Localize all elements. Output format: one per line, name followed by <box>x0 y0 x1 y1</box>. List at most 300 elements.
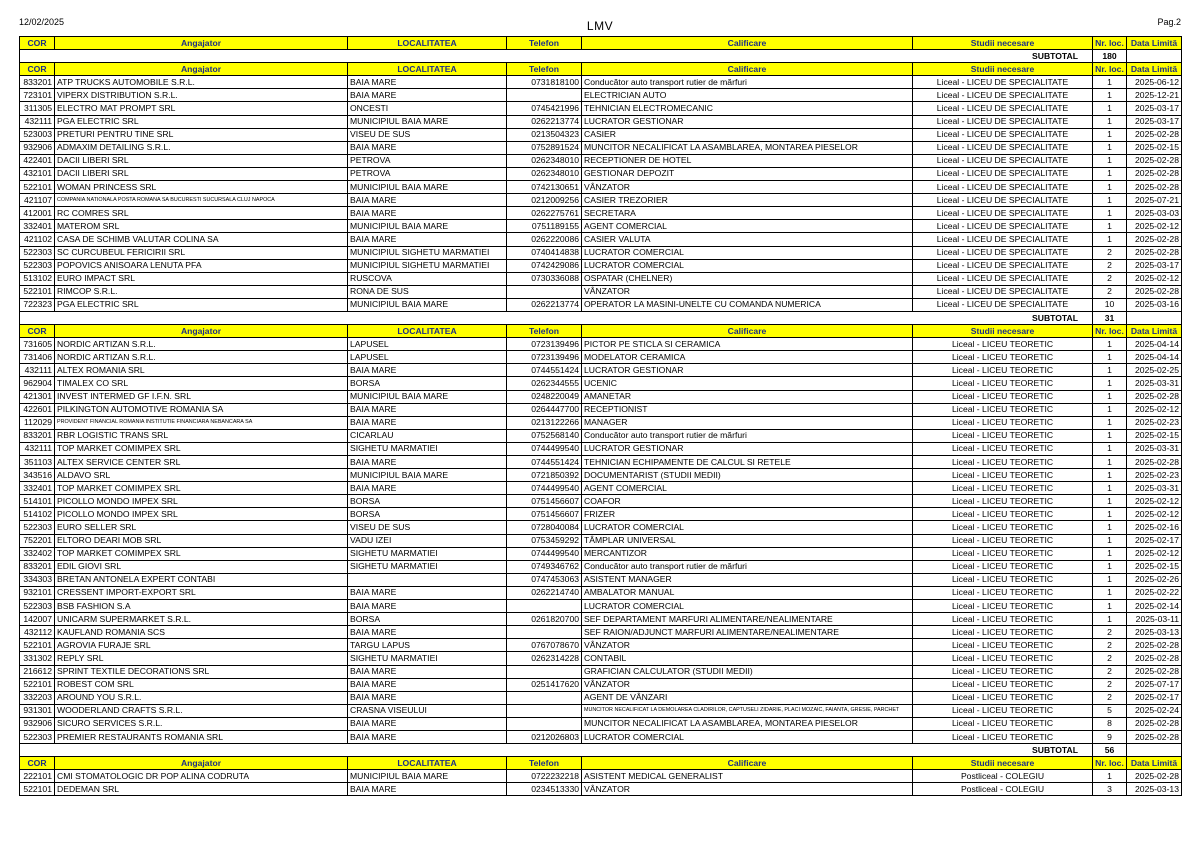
cell-studii: Liceal - LICEU TEORETIC <box>913 639 1093 652</box>
cell-telefon: 0745421996 <box>507 102 582 115</box>
column-header-cor: COR <box>20 325 55 338</box>
cell-studii: Liceal - LICEU DE SPECIALITATE <box>913 141 1093 154</box>
table-row <box>20 298 1182 311</box>
cell-telefon: 0742130651 <box>507 181 582 194</box>
table-row <box>20 154 1182 167</box>
cell-angajator: RC COMRES SRL <box>55 207 348 220</box>
cell-angajator: TIMALEX CO SRL <box>55 377 348 390</box>
cell-data-limita: 2025-02-16 <box>1127 521 1182 534</box>
cell-telefon: 0722232218 <box>507 770 582 783</box>
table-row <box>20 652 1182 665</box>
cell-cor: 432111 <box>20 364 55 377</box>
cell-angajator: AGROVIA FURAJE SRL <box>55 639 348 652</box>
cell-studii: Liceal - LICEU TEORETIC <box>913 547 1093 560</box>
cell-nr-loc: 5 <box>1093 704 1127 717</box>
cell-telefon: 0744551424 <box>507 364 582 377</box>
column-header-localitatea: LOCALITATEA <box>348 757 507 770</box>
cell-nr-loc: 9 <box>1093 730 1127 743</box>
cell-nr-loc: 1 <box>1093 154 1127 167</box>
cell-data-limita: 2025-03-31 <box>1127 482 1182 495</box>
cell-data-limita: 2025-03-13 <box>1127 783 1182 796</box>
cell-studii: Liceal - LICEU TEORETIC <box>913 377 1093 390</box>
cell-calificare: Conducător auto transport rutier de mărfuri <box>582 560 913 573</box>
cell-cor: 332401 <box>20 220 55 233</box>
cell-cor: 216612 <box>20 665 55 678</box>
table-row <box>20 442 1182 455</box>
cell-localitatea: CRASNA VISEULUI <box>348 704 507 717</box>
cell-angajator: SC CURCUBEUL FERICIRII SRL <box>55 246 348 259</box>
table-row <box>20 403 1182 416</box>
table-row <box>20 115 1182 128</box>
cell-cor: 514102 <box>20 508 55 521</box>
cell-cor: 422401 <box>20 154 55 167</box>
cell-calificare: LUCRATOR COMERCIAL <box>582 600 913 613</box>
cell-data-limita: 2025-02-28 <box>1127 285 1182 298</box>
cell-studii: Liceal - LICEU TEORETIC <box>913 560 1093 573</box>
table-row <box>20 233 1182 246</box>
cell-telefon: 0262213774 <box>507 115 582 128</box>
cell-data-limita: 2025-02-15 <box>1127 141 1182 154</box>
cell-angajator: PGA ELECTRIC SRL <box>55 115 348 128</box>
cell-data-limita: 2025-02-28 <box>1127 181 1182 194</box>
cell-telefon: 0251417620 <box>507 678 582 691</box>
cell-telefon: 0262275761 <box>507 207 582 220</box>
cell-data-limita: 2025-07-17 <box>1127 678 1182 691</box>
cell-data-limita: 2025-02-28 <box>1127 246 1182 259</box>
table-row <box>20 351 1182 364</box>
cell-calificare: Conducător auto transport rutier de mărfuri <box>582 429 913 442</box>
cell-localitatea: BAIA MARE <box>348 482 507 495</box>
cell-studii: Postliceal - COLEGIU <box>913 783 1093 796</box>
cell-nr-loc: 1 <box>1093 613 1127 626</box>
cell-nr-loc: 2 <box>1093 246 1127 259</box>
column-header-studii: Studii necesare <box>913 63 1093 76</box>
cell-angajator: AROUND YOU S.R.L. <box>55 691 348 704</box>
cell-studii: Liceal - LICEU DE SPECIALITATE <box>913 220 1093 233</box>
cell-nr-loc: 1 <box>1093 207 1127 220</box>
cell-calificare: MERCANTIZOR <box>582 547 913 560</box>
table-row <box>20 167 1182 180</box>
cell-calificare: FRIZER <box>582 508 913 521</box>
cell-cor: 833201 <box>20 76 55 89</box>
cell-data-limita: 2025-02-22 <box>1127 586 1182 599</box>
cell-calificare: VÂNZATOR <box>582 285 913 298</box>
cell-telefon <box>507 665 582 678</box>
cell-angajator: EURO IMPACT SRL <box>55 272 348 285</box>
cell-telefon: 0752568140 <box>507 429 582 442</box>
cell-calificare: LUCRATOR COMERCIAL <box>582 246 913 259</box>
table-row <box>20 272 1182 285</box>
cell-cor: 421107 <box>20 194 55 207</box>
table-row <box>20 194 1182 207</box>
cell-telefon: 0744499540 <box>507 482 582 495</box>
cell-nr-loc: 1 <box>1093 600 1127 613</box>
cell-localitatea <box>348 573 507 586</box>
cell-cor: 731605 <box>20 338 55 351</box>
cell-localitatea: TARGU LAPUS <box>348 639 507 652</box>
cell-telefon: 0731818100 <box>507 76 582 89</box>
cell-nr-loc: 1 <box>1093 573 1127 586</box>
table-row <box>20 560 1182 573</box>
cell-localitatea: BORSA <box>348 613 507 626</box>
cell-data-limita: 2025-02-28 <box>1127 717 1182 730</box>
cell-angajator: ALTEX ROMANIA SRL <box>55 364 348 377</box>
cell-telefon: 0262214740 <box>507 586 582 599</box>
cell-data-limita: 2025-02-15 <box>1127 429 1182 442</box>
cell-localitatea: MUNICIPIUL SIGHETU MARMATIEI <box>348 246 507 259</box>
cell-angajator: DEDEMAN SRL <box>55 783 348 796</box>
cell-calificare: CASIER TREZORIER <box>582 194 913 207</box>
cell-localitatea: RONA DE SUS <box>348 285 507 298</box>
cell-data-limita: 2025-02-17 <box>1127 691 1182 704</box>
cell-calificare: LUCRATOR GESTIONAR <box>582 442 913 455</box>
cell-cor: 522303 <box>20 246 55 259</box>
cell-calificare: AMBALATOR MANUAL <box>582 586 913 599</box>
cell-angajator: DACII LIBERI SRL <box>55 167 348 180</box>
table-row <box>20 495 1182 508</box>
cell-localitatea: BAIA MARE <box>348 586 507 599</box>
cell-localitatea: SIGHETU MARMATIEI <box>348 442 507 455</box>
cell-calificare: DOCUMENTARIST (STUDII MEDII) <box>582 469 913 482</box>
cell-angajator: TOP MARKET COMIMPEX SRL <box>55 442 348 455</box>
cell-telefon: 0262348010 <box>507 167 582 180</box>
cell-cor: 351103 <box>20 456 55 469</box>
cell-nr-loc: 1 <box>1093 534 1127 547</box>
column-header-calificare: Calificare <box>582 37 913 50</box>
cell-angajator: PICOLLO MONDO IMPEX SRL <box>55 508 348 521</box>
cell-nr-loc: 1 <box>1093 115 1127 128</box>
cell-cor: 514101 <box>20 495 55 508</box>
cell-localitatea: MUNICIPIUL BAIA MARE <box>348 770 507 783</box>
table-row <box>20 626 1182 639</box>
cell-telefon: 0723139496 <box>507 351 582 364</box>
page-header <box>0 0 1200 36</box>
cell-studii: Liceal - LICEU TEORETIC <box>913 416 1093 429</box>
cell-calificare: ASISTENT MEDICAL GENERALIST <box>582 770 913 783</box>
cell-studii: Liceal - LICEU DE SPECIALITATE <box>913 233 1093 246</box>
cell-studii: Liceal - LICEU DE SPECIALITATE <box>913 115 1093 128</box>
cell-nr-loc: 1 <box>1093 220 1127 233</box>
cell-nr-loc: 2 <box>1093 285 1127 298</box>
cell-calificare: RECEPTIONER DE HOTEL <box>582 154 913 167</box>
cell-telefon: 0262220086 <box>507 233 582 246</box>
cell-nr-loc: 1 <box>1093 586 1127 599</box>
table-row <box>20 730 1182 743</box>
cell-cor: 432101 <box>20 167 55 180</box>
cell-localitatea: CICARLAU <box>348 429 507 442</box>
cell-angajator: SPRINT TEXTILE DECORATIONS SRL <box>55 665 348 678</box>
column-header-studii: Studii necesare <box>913 757 1093 770</box>
cell-localitatea: LAPUSEL <box>348 351 507 364</box>
cell-telefon: 0747453063 <box>507 573 582 586</box>
cell-calificare: SEF RAION/ADJUNCT MARFURI ALIMENTARE/NEALIMENTARE <box>582 626 913 639</box>
cell-localitatea: MUNICIPIUL BAIA MARE <box>348 115 507 128</box>
cell-telefon: 0740414838 <box>507 246 582 259</box>
cell-localitatea: BAIA MARE <box>348 456 507 469</box>
cell-telefon: 0213504323 <box>507 128 582 141</box>
cell-localitatea: MUNICIPIUL SIGHETU MARMATIEI <box>348 259 507 272</box>
cell-nr-loc: 1 <box>1093 167 1127 180</box>
cell-calificare: SECRETARA <box>582 207 913 220</box>
column-header-data-limita: Data Limită <box>1127 63 1182 76</box>
cell-cor: 523003 <box>20 128 55 141</box>
cell-angajator: ELECTRO MAT PROMPT SRL <box>55 102 348 115</box>
cell-data-limita: 2025-02-12 <box>1127 272 1182 285</box>
column-header-nr-loc: Nr. loc. <box>1093 37 1127 50</box>
cell-studii: Liceal - LICEU TEORETIC <box>913 390 1093 403</box>
cell-angajator: ALTEX SERVICE CENTER SRL <box>55 456 348 469</box>
cell-studii: Liceal - LICEU TEORETIC <box>913 351 1093 364</box>
cell-data-limita: 2025-02-25 <box>1127 364 1182 377</box>
column-header-angajator: Angajator <box>55 757 348 770</box>
column-header-cor: COR <box>20 757 55 770</box>
cell-data-limita: 2025-02-23 <box>1127 469 1182 482</box>
cell-nr-loc: 1 <box>1093 456 1127 469</box>
cell-telefon: 0262344555 <box>507 377 582 390</box>
cell-studii: Liceal - LICEU TEORETIC <box>913 586 1093 599</box>
cell-localitatea: BAIA MARE <box>348 665 507 678</box>
cell-studii: Liceal - LICEU TEORETIC <box>913 442 1093 455</box>
cell-data-limita: 2025-02-17 <box>1127 534 1182 547</box>
cell-telefon: 0753459292 <box>507 534 582 547</box>
cell-calificare: RECEPTIONIST <box>582 403 913 416</box>
cell-angajator: WOMAN PRINCESS SRL <box>55 181 348 194</box>
cell-calificare: TÂMPLAR UNIVERSAL <box>582 534 913 547</box>
cell-localitatea: BAIA MARE <box>348 691 507 704</box>
cell-studii: Liceal - LICEU TEORETIC <box>913 364 1093 377</box>
cell-nr-loc: 1 <box>1093 547 1127 560</box>
cell-localitatea: BAIA MARE <box>348 730 507 743</box>
cell-data-limita: 2025-03-17 <box>1127 102 1182 115</box>
cell-calificare: LUCRATOR COMERCIAL <box>582 521 913 534</box>
table-row <box>20 665 1182 678</box>
cell-cor: 723101 <box>20 89 55 102</box>
cell-localitatea: BAIA MARE <box>348 233 507 246</box>
table-row <box>20 613 1182 626</box>
table-row <box>20 547 1182 560</box>
cell-data-limita: 2025-02-28 <box>1127 730 1182 743</box>
cell-calificare: GESTIONAR DEPOZIT <box>582 167 913 180</box>
cell-calificare: OPERATOR LA MASINI-UNELTE CU COMANDA NUMERICA <box>582 298 913 311</box>
cell-studii: Liceal - LICEU TEORETIC <box>913 717 1093 730</box>
column-header-localitatea: LOCALITATEA <box>348 63 507 76</box>
column-header-data-limita: Data Limită <box>1127 37 1182 50</box>
cell-nr-loc: 2 <box>1093 626 1127 639</box>
cell-calificare: MUNCITOR NECALIFICAT LA ASAMBLAREA, MONTAREA PIESELOR <box>582 141 913 154</box>
cell-localitatea: MUNICIPIUL BAIA MARE <box>348 298 507 311</box>
cell-calificare: OSPATAR (CHELNER) <box>582 272 913 285</box>
cell-angajator: ROBEST COM SRL <box>55 678 348 691</box>
cell-localitatea: BAIA MARE <box>348 626 507 639</box>
cell-localitatea: SIGHETU MARMATIEI <box>348 547 507 560</box>
cell-angajator: SICURO SERVICES S.R.L. <box>55 717 348 730</box>
cell-data-limita: 2025-02-28 <box>1127 456 1182 469</box>
cell-data-limita: 2025-02-12 <box>1127 547 1182 560</box>
cell-angajator: KAUFLAND ROMANIA SCS <box>55 626 348 639</box>
cell-nr-loc: 1 <box>1093 495 1127 508</box>
table-row <box>20 416 1182 429</box>
cell-nr-loc: 2 <box>1093 678 1127 691</box>
cell-telefon <box>507 691 582 704</box>
subtotal-label: SUBTOTAL <box>20 50 1093 63</box>
cell-telefon: 0742429086 <box>507 259 582 272</box>
table-row <box>20 783 1182 796</box>
cell-localitatea: ONCESTI <box>348 102 507 115</box>
cell-nr-loc: 1 <box>1093 76 1127 89</box>
cell-cor: 752201 <box>20 534 55 547</box>
table-row <box>20 429 1182 442</box>
column-header-calificare: Calificare <box>582 757 913 770</box>
cell-telefon: 0264447700 <box>507 403 582 416</box>
page-number: Pag.2 <box>1157 17 1181 27</box>
cell-telefon: 0248220049 <box>507 390 582 403</box>
table-row <box>20 482 1182 495</box>
cell-cor: 833201 <box>20 429 55 442</box>
cell-localitatea: BORSA <box>348 377 507 390</box>
cell-studii: Liceal - LICEU TEORETIC <box>913 521 1093 534</box>
table-row <box>20 456 1182 469</box>
subtotal-empty-cell <box>1127 50 1182 63</box>
cell-studii: Liceal - LICEU DE SPECIALITATE <box>913 128 1093 141</box>
column-header-telefon: Telefon <box>507 325 582 338</box>
cell-angajator: DACII LIBERI SRL <box>55 154 348 167</box>
cell-cor: 222101 <box>20 770 55 783</box>
cell-telefon: 0234513330 <box>507 783 582 796</box>
cell-studii: Liceal - LICEU DE SPECIALITATE <box>913 285 1093 298</box>
subtotal-empty-cell <box>1127 744 1182 757</box>
cell-studii: Liceal - LICEU DE SPECIALITATE <box>913 194 1093 207</box>
subtotal-label: SUBTOTAL <box>20 744 1093 757</box>
cell-calificare: MODELATOR CERAMICA <box>582 351 913 364</box>
cell-localitatea: VADU IZEI <box>348 534 507 547</box>
cell-nr-loc: 1 <box>1093 351 1127 364</box>
cell-calificare: VÂNZATOR <box>582 783 913 796</box>
cell-angajator: EDIL GIOVI SRL <box>55 560 348 573</box>
cell-cor: 522101 <box>20 639 55 652</box>
cell-telefon <box>507 704 582 717</box>
cell-studii: Liceal - LICEU TEORETIC <box>913 652 1093 665</box>
cell-calificare: AGENT DE VÂNZARI <box>582 691 913 704</box>
cell-angajator: RBR LOGISTIC TRANS SRL <box>55 429 348 442</box>
cell-nr-loc: 3 <box>1093 783 1127 796</box>
subtotal-value: 31 <box>1093 311 1127 324</box>
cell-telefon: 0749346762 <box>507 560 582 573</box>
table-row <box>20 102 1182 115</box>
cell-calificare: MUNCITOR NECALIFICAT LA DEMOLAREA CLADIRILOR, CAPTUSELI ZIDARIE, PLACI MOZAIC, FAIANTA, GRESIE, PARCHET <box>582 704 913 717</box>
cell-calificare: VÂNZATOR <box>582 181 913 194</box>
cell-localitatea: BAIA MARE <box>348 207 507 220</box>
cell-calificare: AGENT COMERCIAL <box>582 482 913 495</box>
table-row <box>20 364 1182 377</box>
cell-data-limita: 2025-02-12 <box>1127 403 1182 416</box>
cell-angajator: ATP TRUCKS AUTOMOBILE S.R.L. <box>55 76 348 89</box>
cell-data-limita: 2025-04-14 <box>1127 351 1182 364</box>
cell-data-limita: 2025-02-15 <box>1127 560 1182 573</box>
cell-studii: Liceal - LICEU DE SPECIALITATE <box>913 154 1093 167</box>
cell-data-limita: 2025-02-28 <box>1127 154 1182 167</box>
cell-data-limita: 2025-02-28 <box>1127 665 1182 678</box>
cell-studii: Liceal - LICEU TEORETIC <box>913 508 1093 521</box>
cell-data-limita: 2025-03-17 <box>1127 259 1182 272</box>
cell-angajator: PILKINGTON AUTOMOTIVE ROMANIA SA <box>55 403 348 416</box>
cell-nr-loc: 2 <box>1093 652 1127 665</box>
cell-nr-loc: 1 <box>1093 233 1127 246</box>
cell-cor: 142007 <box>20 613 55 626</box>
column-header-nr-loc: Nr. loc. <box>1093 63 1127 76</box>
cell-localitatea: BAIA MARE <box>348 89 507 102</box>
table-row <box>20 717 1182 730</box>
cell-localitatea: BAIA MARE <box>348 416 507 429</box>
cell-nr-loc: 2 <box>1093 639 1127 652</box>
cell-data-limita: 2025-02-24 <box>1127 704 1182 717</box>
cell-localitatea: VISEU DE SUS <box>348 128 507 141</box>
cell-calificare: Conducător auto transport rutier de mărfuri <box>582 76 913 89</box>
cell-localitatea: BAIA MARE <box>348 717 507 730</box>
cell-telefon: 0213122266 <box>507 416 582 429</box>
cell-data-limita: 2025-02-28 <box>1127 233 1182 246</box>
cell-calificare: AMANETAR <box>582 390 913 403</box>
cell-telefon: 0730336088 <box>507 272 582 285</box>
cell-studii: Liceal - LICEU DE SPECIALITATE <box>913 207 1093 220</box>
cell-telefon <box>507 626 582 639</box>
cell-studii: Liceal - LICEU TEORETIC <box>913 403 1093 416</box>
cell-angajator: CRESSENT IMPORT-EXPORT SRL <box>55 586 348 599</box>
column-header-data-limita: Data Limită <box>1127 757 1182 770</box>
cell-data-limita: 2025-02-28 <box>1127 390 1182 403</box>
cell-nr-loc: 1 <box>1093 338 1127 351</box>
cell-cor: 522101 <box>20 181 55 194</box>
cell-cor: 522101 <box>20 783 55 796</box>
cell-telefon: 0261820700 <box>507 613 582 626</box>
cell-telefon: 0728040084 <box>507 521 582 534</box>
cell-calificare: MUNCITOR NECALIFICAT LA ASAMBLAREA, MONTAREA PIESELOR <box>582 717 913 730</box>
cell-studii: Liceal - LICEU TEORETIC <box>913 456 1093 469</box>
cell-data-limita: 2025-02-12 <box>1127 508 1182 521</box>
cell-nr-loc: 1 <box>1093 390 1127 403</box>
cell-localitatea: BAIA MARE <box>348 364 507 377</box>
cell-localitatea: PETROVA <box>348 154 507 167</box>
cell-studii: Liceal - LICEU DE SPECIALITATE <box>913 89 1093 102</box>
cell-data-limita: 2025-03-11 <box>1127 613 1182 626</box>
cell-telefon: 0752891524 <box>507 141 582 154</box>
cell-angajator: COMPANIA NATIONALA POSTA ROMANA SA BUCURESTI SUCURSALA CLUJ NAPOCA <box>55 194 348 207</box>
cell-studii: Liceal - LICEU TEORETIC <box>913 573 1093 586</box>
cell-telefon: 0751189155 <box>507 220 582 233</box>
cell-cor: 513102 <box>20 272 55 285</box>
cell-studii: Liceal - LICEU TEORETIC <box>913 730 1093 743</box>
cell-angajator: MATEROM SRL <box>55 220 348 233</box>
cell-cor: 112029 <box>20 416 55 429</box>
cell-telefon <box>507 717 582 730</box>
cell-localitatea: BAIA MARE <box>348 600 507 613</box>
cell-localitatea: LAPUSEL <box>348 338 507 351</box>
cell-cor: 332401 <box>20 482 55 495</box>
cell-angajator: ELTORO DEARI MOB SRL <box>55 534 348 547</box>
cell-telefon: 0212009256 <box>507 194 582 207</box>
cell-studii: Liceal - LICEU TEORETIC <box>913 678 1093 691</box>
cell-calificare: PICTOR PE STICLA SI CERAMICA <box>582 338 913 351</box>
cell-calificare: CASIER VALUTA <box>582 233 913 246</box>
cell-telefon: 0744499540 <box>507 547 582 560</box>
cell-localitatea: MUNICIPIUL BAIA MARE <box>348 390 507 403</box>
subtotal-label: SUBTOTAL <box>20 311 1093 324</box>
cell-angajator: PRETURI PENTRU TINE SRL <box>55 128 348 141</box>
cell-nr-loc: 1 <box>1093 403 1127 416</box>
cell-studii: Liceal - LICEU TEORETIC <box>913 482 1093 495</box>
cell-nr-loc: 1 <box>1093 364 1127 377</box>
cell-data-limita: 2025-03-13 <box>1127 626 1182 639</box>
cell-angajator: PGA ELECTRIC SRL <box>55 298 348 311</box>
